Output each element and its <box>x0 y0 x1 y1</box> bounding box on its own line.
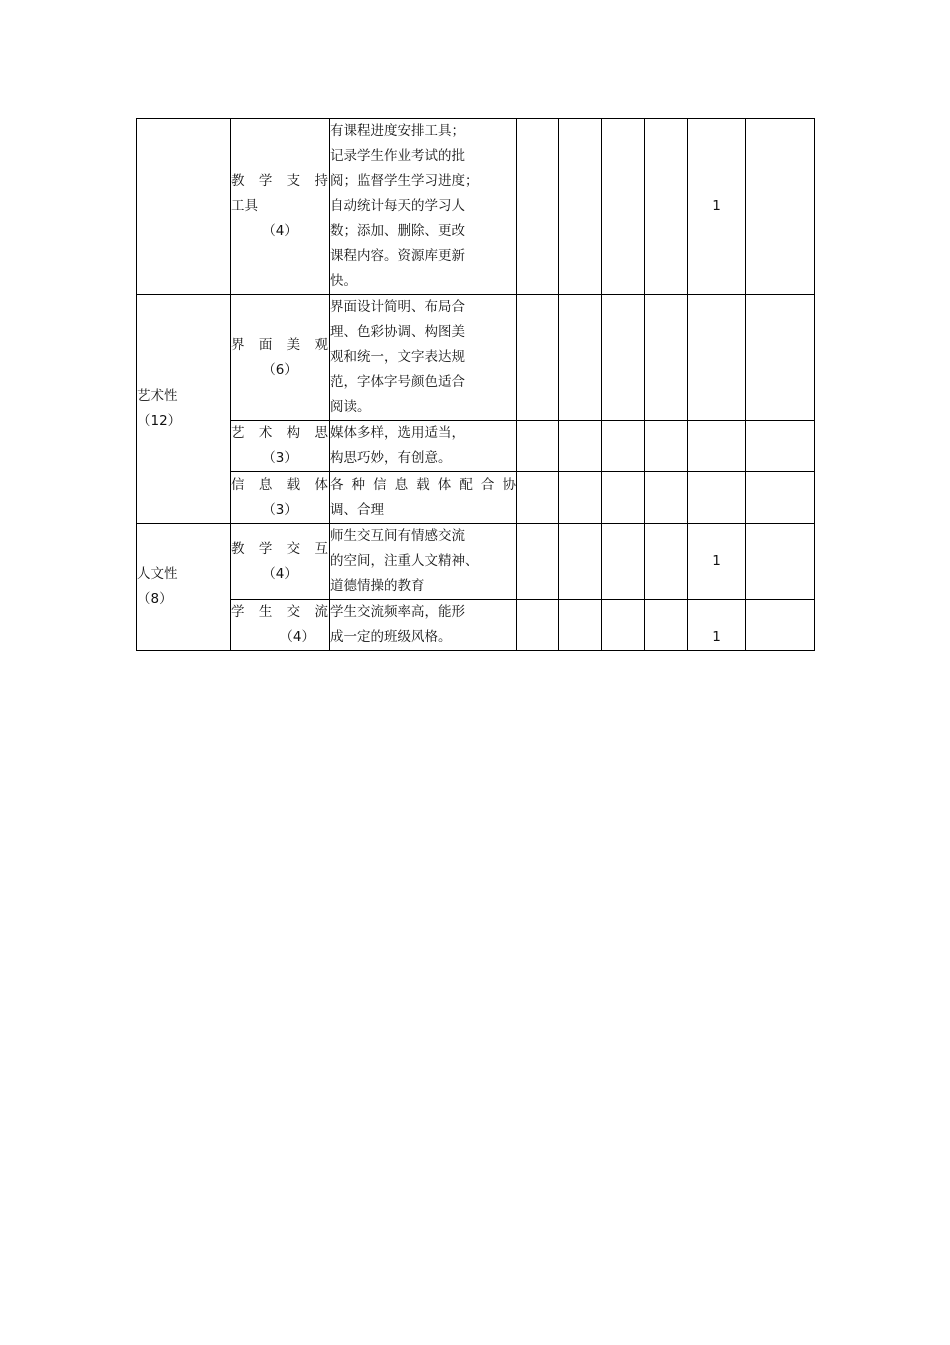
desc-line: 自动统计每天的学习人 <box>330 198 465 214</box>
description-cell <box>330 295 517 421</box>
item-name: 学 生 交 流 <box>231 604 329 620</box>
item-name-cell <box>231 421 330 472</box>
score-cell <box>559 524 602 600</box>
item-score: （4） <box>262 223 298 239</box>
desc-line: 界面设计简明、布局合 <box>330 299 465 315</box>
score-cell <box>517 421 559 472</box>
desc-line: 各种信息载体配合协 <box>330 476 516 493</box>
desc-line: 理、色彩协调、构图美 <box>330 324 465 340</box>
category-name: 艺术性 <box>137 388 178 404</box>
desc-line: 阅读。 <box>330 399 371 415</box>
desc-line: 范，字体字号颜色适合 <box>330 374 465 390</box>
category-score: （12） <box>137 413 182 429</box>
score-cell <box>688 421 746 472</box>
category-cell <box>137 295 231 524</box>
score-cell <box>517 600 559 651</box>
score-cell <box>645 119 688 295</box>
item-name: 信 息 载 体 <box>231 476 329 493</box>
score-cell: 1 <box>688 119 746 295</box>
score-cell: 1 <box>688 600 746 651</box>
desc-line: 学生交流频率高，能形 <box>330 604 465 620</box>
desc-line: 构思巧妙，有创意。 <box>330 450 452 466</box>
score-cell <box>645 295 688 421</box>
score-cell <box>602 600 645 651</box>
score-cell <box>602 472 645 524</box>
description-cell <box>330 472 517 524</box>
score-cell <box>746 295 815 421</box>
score-cell <box>602 295 645 421</box>
desc-line: 调、合理 <box>330 501 384 518</box>
item-score: （3） <box>262 501 298 518</box>
table-row <box>137 295 815 421</box>
score-cell <box>645 421 688 472</box>
score-cell <box>559 119 602 295</box>
table-row <box>137 600 815 651</box>
desc-line: 阅；监督学生学习进度； <box>330 173 479 189</box>
score-cell <box>746 421 815 472</box>
score-cell <box>559 295 602 421</box>
score-cell <box>602 421 645 472</box>
score-cell <box>746 524 815 600</box>
score-cell <box>602 524 645 600</box>
score-cell <box>559 600 602 651</box>
item-name: 艺 术 构 思 <box>231 425 329 441</box>
item-name-cell <box>231 119 330 295</box>
table-row <box>137 421 815 472</box>
score-cell <box>517 119 559 295</box>
category-name: 人文性 <box>137 566 178 582</box>
desc-line: 记录学生作业考试的批 <box>330 148 465 164</box>
item-name: 教 学 支 持 <box>231 173 329 189</box>
item-name: 界 面 美 观 <box>231 336 329 353</box>
item-name-cell <box>231 472 330 524</box>
score-cell <box>517 524 559 600</box>
score-cell <box>688 472 746 524</box>
score-cell <box>746 600 815 651</box>
evaluation-table <box>136 118 815 651</box>
item-score: （6） <box>262 361 298 378</box>
item-name-cell <box>231 524 330 600</box>
score-cell <box>645 524 688 600</box>
item-name: 教 学 交 互 <box>231 540 329 557</box>
score-cell <box>517 295 559 421</box>
description-cell <box>330 421 517 472</box>
description-cell <box>330 524 517 600</box>
score-cell <box>517 472 559 524</box>
score-cell <box>688 295 746 421</box>
category-cell-empty <box>137 119 231 295</box>
desc-line: 媒体多样，选用适当， <box>330 425 465 441</box>
item-name-cell <box>231 295 330 421</box>
desc-line: 的空间，注重人文精神、 <box>330 553 479 569</box>
table-row <box>137 472 815 524</box>
category-cell <box>137 524 231 651</box>
table-row <box>137 119 815 295</box>
desc-line: 道德情操的教育 <box>330 578 425 594</box>
desc-line: 有课程进度安排工具； <box>330 123 465 139</box>
desc-line: 课程内容。资源库更新 <box>330 248 465 264</box>
score-cell <box>645 600 688 651</box>
item-score: （3） <box>262 450 298 466</box>
score-cell <box>602 119 645 295</box>
score-cell <box>746 119 815 295</box>
description-cell <box>330 600 517 651</box>
description-cell <box>330 119 517 295</box>
score-cell <box>559 472 602 524</box>
score-cell <box>559 421 602 472</box>
desc-line: 数；添加、删除、更改 <box>330 223 465 239</box>
score-cell <box>645 472 688 524</box>
table-row <box>137 524 815 600</box>
score-cell <box>746 472 815 524</box>
item-score: （4） <box>262 565 298 582</box>
item-score: （4） <box>279 629 315 645</box>
category-score: （8） <box>137 591 173 607</box>
desc-line: 师生交互间有情感交流 <box>330 528 465 544</box>
score-cell: 1 <box>688 524 746 600</box>
desc-line: 成一定的班级风格。 <box>330 629 452 645</box>
item-name-cont: 工具 <box>231 198 258 214</box>
desc-line: 快。 <box>330 273 357 289</box>
item-name-cell <box>231 600 330 651</box>
desc-line: 观和统一，文字表达规 <box>330 349 465 365</box>
